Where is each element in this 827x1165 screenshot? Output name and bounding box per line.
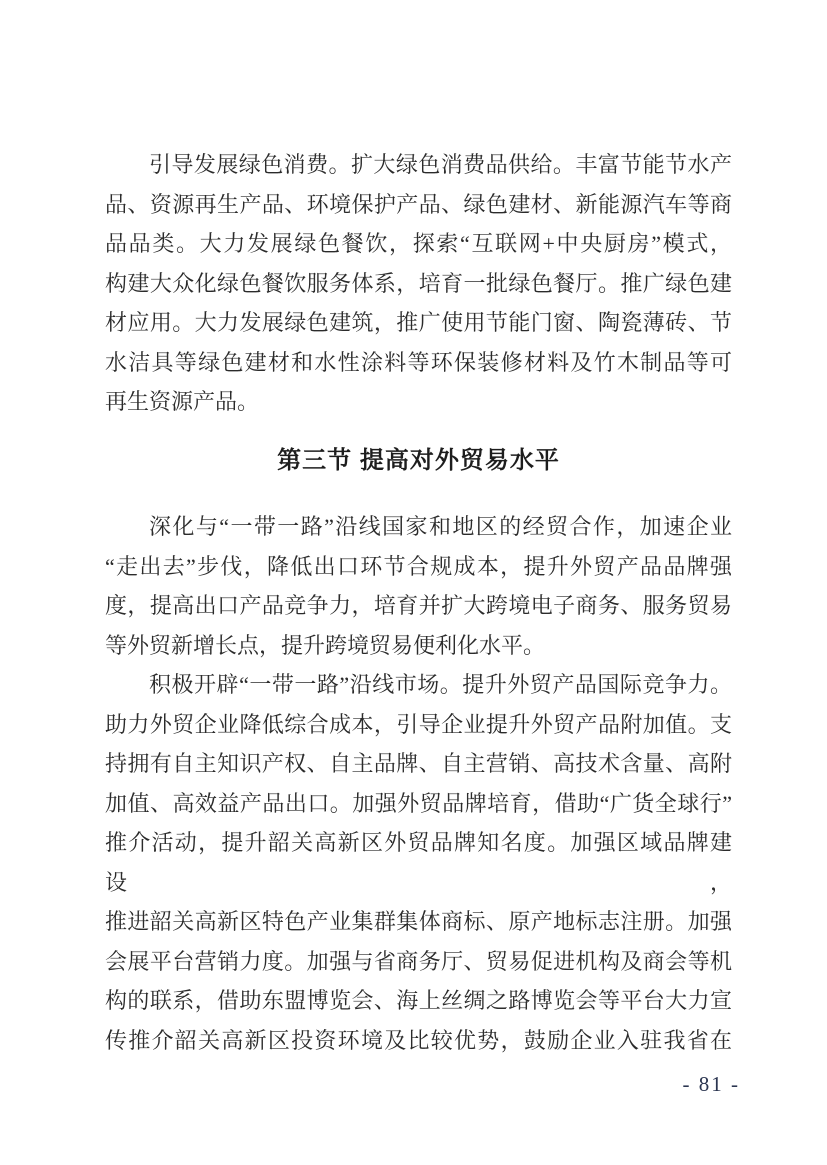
text-line: 助力外贸企业降低综合成本，引导企业提升外贸产品附加值。支	[105, 711, 732, 737]
paragraph-belt-and-road	[105, 507, 732, 665]
text-line: 持拥有自主知识产权、自主品牌、自主营销、高技术含量、高附	[105, 751, 732, 776]
text-line: 引导发展绿色消费。扩大绿色消费品供给。丰富节能节水产	[149, 152, 732, 177]
text-line: “走出去”步伐，降低出口环节合规成本，提升外贸产品品牌强	[105, 553, 732, 579]
text-line: 材应用。大力发展绿色建筑，推广使用节能门窗、陶瓷薄砖、节	[105, 310, 732, 335]
text-line: 推进韶关高新区特色产业集群集体商标、原产地标志注册。加强	[105, 909, 732, 934]
paragraph-green-consumption	[105, 145, 732, 422]
text-line: 等外贸新增长点，提升跨境贸易便利化水平。	[105, 632, 546, 658]
text-line: 积极开辟“一带一路”沿线市场。提升外贸产品国际竞争力。	[149, 672, 732, 697]
text-line: 传推介韶关高新区投资环境及比较优势，鼓励企业入驻我省在	[105, 1027, 732, 1053]
page-number: - 81 -	[682, 1072, 740, 1096]
paragraph-trade-competitiveness	[105, 665, 732, 1060]
text-line: 会展平台营销力度。加强与省商务厅、贸易促进机构及商会等机	[105, 948, 732, 974]
text-line: 加值、高效益产品出口。加强外贸品牌培育，借助“广货全球行”	[105, 790, 732, 816]
text-line: 度，提高出口产品竞争力，培育并扩大跨境电子商务、服务贸易	[105, 593, 732, 618]
text-line: 深化与“一带一路”沿线国家和地区的经贸合作，加速企业	[149, 514, 732, 539]
section-heading: 第三节 提高对外贸易水平	[277, 446, 560, 474]
text-line: 品品类。大力发展绿色餐饮，探索“互联网+中央厨房”模式，	[105, 231, 732, 256]
text-line: 推介活动，提升韶关高新区外贸品牌知名度。加强区域品牌建设，	[105, 830, 732, 895]
text-line: 构建大众化绿色餐饮服务体系，培育一批绿色餐厅。推广绿色建	[105, 270, 732, 296]
text-line: 水洁具等绿色建材和水性涂料等环保装修材料及竹木制品等可	[105, 349, 732, 375]
text-line: 品、资源再生产品、环境保护产品、绿色建材、新能源汽车等商	[105, 191, 732, 217]
text-line: 再生资源产品。	[105, 389, 260, 414]
text-line: 构的联系，借助东盟博览会、海上丝绸之路博览会等平台大力宣	[105, 988, 732, 1013]
document-body	[105, 145, 732, 1060]
